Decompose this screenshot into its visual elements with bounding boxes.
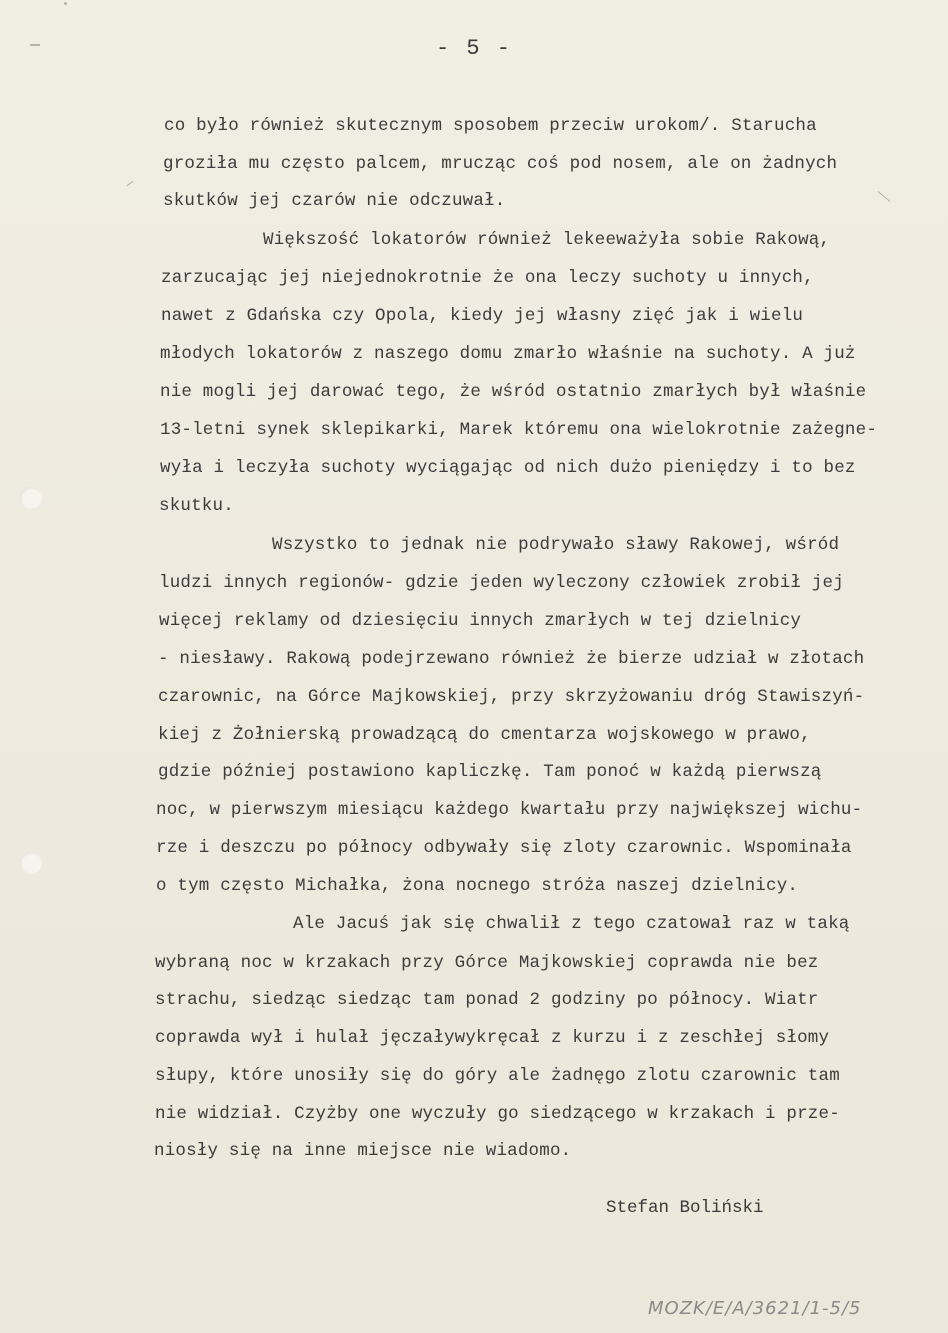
punch-hole-lower <box>20 852 42 874</box>
text-line: - niesławy. Rakową podejrzewano również że bierze udział w złotach <box>158 649 865 669</box>
text-line: gdzie później postawiono kapliczkę. Tam ponoć w każdą pierwszą <box>158 762 822 782</box>
text-line: wybraną noc w krzakach przy Górce Majkowskiej coprawda nie bez <box>155 953 819 973</box>
text-line: wyła i leczyła suchoty wyciągając od nich dużo pieniędzy i to bez <box>160 458 856 478</box>
text-line: zarzucając jej niejednokrotnie że ona leczy suchoty u innych, <box>161 268 814 288</box>
text-line: nie widział. Czyżby one wyczuły go siedzącego w krzakach i prze- <box>155 1104 840 1124</box>
text-line: rze i deszczu po północy odbywały się zloty czarownic. Wspominała <box>156 838 852 858</box>
text-line: Wszystko to jednak nie podrywało sławy Rakowej, wśród <box>272 535 840 555</box>
text-line: skutków jej czarów nie odczuwał. <box>163 191 506 211</box>
text-line: o tym często Michałka, żona nocnego stróża naszej dzielnicy. <box>156 876 799 896</box>
text-line: strachu, siedząc siedząc tam ponad 2 godziny po północy. Wiatr <box>155 990 819 1010</box>
text-line: nawet z Gdańska czy Opola, kiedy jej własny zięć jak i wielu <box>161 306 804 326</box>
text-line: młodych lokatorów z naszego domu zmarło właśnie na suchoty. A już <box>160 344 856 364</box>
text-line: niosły się na inne miejsce nie wiadomo. <box>154 1141 572 1161</box>
text-line: coprawda wył i hulał jęczaływykręcał z kurzu i z zeschłej słomy <box>155 1028 830 1048</box>
text-line: więcej reklamy od dziesięciu innych zmarłych w tej dzielnicy <box>159 611 802 631</box>
punch-hole-upper <box>20 487 42 509</box>
text-line: kiej z Żołnierską prowadzącą do cmentarza wojskowego w prawo, <box>158 725 811 745</box>
text-line: czarownic, na Górce Majkowskiej, przy skrzyżowaniu dróg Stawiszyń- <box>158 687 865 707</box>
paper-speck <box>64 2 67 5</box>
text-line: słupy, które unosiły się do góry ale żadnęgo zlotu czarownic tam <box>155 1066 840 1086</box>
author-signature: Stefan Boliński <box>606 1198 764 1218</box>
paper-speck <box>126 181 133 186</box>
page-number: - 5 - <box>435 36 512 61</box>
text-line: skutku. <box>159 496 234 516</box>
text-line: groziła mu często palcem, mrucząc coś pod nosem, ale on żadnych <box>163 154 838 174</box>
text-line: ludzi innych regionów- gdzie jeden wyleczony człowiek zrobił jej <box>159 573 844 593</box>
text-line: co było również skutecznym sposobem przeciw urokom/. Starucha <box>164 116 817 136</box>
text-line: noc, w pierwszym miesiącu każdego kwartału przy największej wichu- <box>156 800 863 820</box>
text-line: nie mogli jej darować tego, że wśród ostatnio zmarłych był właśnie <box>160 382 867 402</box>
text-line: Większość lokatorów również lekeeważyła sobie Rakową, <box>263 230 831 250</box>
archive-reference: MOZK/E/A/3621/1-5/5 <box>648 1298 862 1319</box>
text-line: Ale Jacuś jak się chwalił z tego czatował raz w taką <box>293 914 850 934</box>
paper-speck <box>878 191 891 202</box>
text-line: 13-letni synek sklepikarki, Marek któremu ona wielokrotnie zażegne- <box>160 420 878 440</box>
